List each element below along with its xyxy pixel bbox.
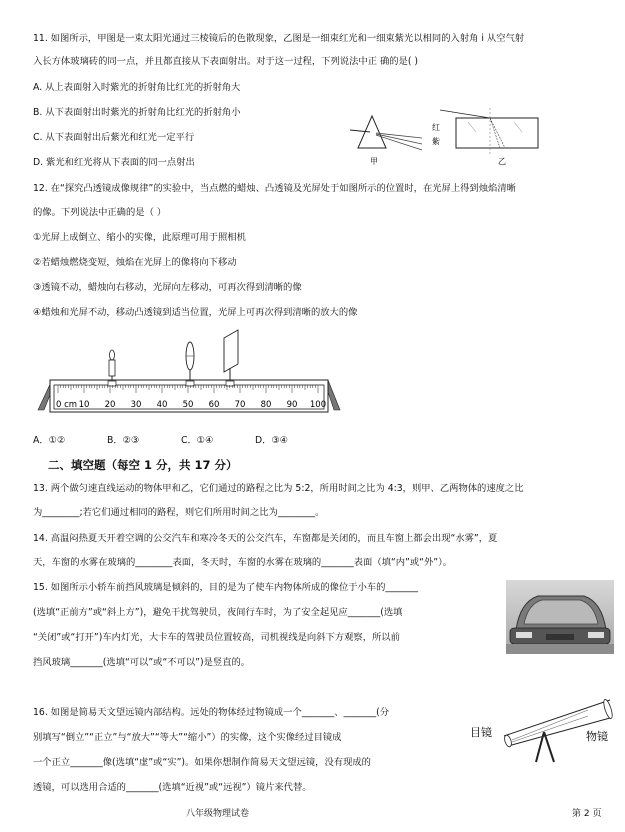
- q12-choice-b[interactable]: B．②③: [107, 435, 140, 446]
- q11-option-d[interactable]: D. 紫光和红光将从下表面的同一点射出: [33, 157, 195, 168]
- label-objective: 物镜: [586, 730, 608, 743]
- fig-label-red: 红: [432, 123, 440, 132]
- q13-stem-line2: 为________;若它们通过相同的路程，则它们所用时间之比为________。: [33, 507, 325, 518]
- ruler-tick-label: 60: [208, 400, 220, 410]
- q13-stem-line1: 13. 两个做匀速直线运动的物体甲和乙，它们通过的路程之比为 5:2，所用时间之比为 4:3，则甲、乙两物体的速度之比: [33, 483, 524, 494]
- q12-choice-d[interactable]: D．③④: [255, 435, 289, 446]
- fig-label-purple: 紫: [432, 137, 440, 146]
- optical-bench-figure: [28, 322, 348, 422]
- label-eyepiece: 目镜: [470, 726, 492, 739]
- q12-choice-a[interactable]: A．①②: [33, 435, 66, 446]
- q11-option-b[interactable]: B. 从下表面射出时紫光的折射角比红光的折射角小: [33, 107, 241, 118]
- fig-label-jia: 甲: [370, 157, 378, 166]
- q12-choice-c[interactable]: C．①④: [181, 435, 214, 446]
- ruler-tick-label: 80: [260, 400, 272, 410]
- q12-stem-line2: 的像。下列说法中正确的是（ ）: [33, 207, 167, 218]
- ruler-tick-label: 30: [130, 400, 142, 410]
- q15-stem-line1: 15. 如图所示小轿车前挡风玻璃是倾斜的，目的是为了使车内物体所成的像位于小车的_______: [33, 582, 418, 593]
- convex-lens: [186, 342, 194, 382]
- light-screen: [224, 330, 238, 382]
- footer-title: 八年级物理试卷: [186, 809, 250, 819]
- q16-stem-line1: 16. 如图是简易天文望远镜内部结构。远处的物体经过物镜成一个_______、_______(分: [33, 707, 390, 718]
- ruler-tick-label: 70: [234, 400, 246, 410]
- q12-item-2: ②若蜡烛燃烧变短，烛焰在光屏上的像将向下移动: [33, 257, 237, 268]
- q16-stem-line3: 一个正立_______像(选填“虚”或“实”)。如果你想制作简易天文望远镜，没有现成的: [33, 757, 371, 768]
- q15-stem-line2: (选填“正前方”或“斜上方”)，避免干扰驾驶员，夜间行车时，为了安全起见应_______(选填: [33, 607, 403, 618]
- q16-stem-line4: 透镜，可以选用合适的_______(选填“近视”或“远视”）镜片来代替。: [33, 782, 312, 793]
- q15-stem-line3: “关闭”或“打开”)车内灯光，大卡车的驾驶员位置较高，司机视线是向斜下方观察，所以前: [33, 632, 400, 643]
- ruler-tick-label: 10: [78, 400, 90, 410]
- q11-stem-line2: 入长方体玻璃砖的同一点，并且都直接从下表面射出。对于这一过程，下列说法中正 确的是( ): [33, 56, 419, 67]
- fig-label-yi: 乙: [498, 157, 506, 166]
- prism-shape: [358, 116, 386, 148]
- ruler-tick-label: 0 cm: [56, 400, 78, 410]
- car-windshield-photo: [506, 580, 614, 654]
- q15-stem-line4: 挡风玻璃_______(选填“可以”或“不可以”)是竖直的。: [33, 657, 251, 668]
- q14-stem-line2: 天，车窗的水雾在玻璃的________表面，冬天时，车窗的水雾在玻璃的_______表面（填“内”或“外”）。: [33, 557, 453, 568]
- footer-page-number: 第 2 页: [572, 809, 602, 819]
- ruler-tick-label: 90: [286, 400, 298, 410]
- section-title: 二、填空题（每空 1 分，共 17 分）: [48, 458, 238, 472]
- ruler-tick-label: 40: [156, 400, 168, 410]
- q11-option-a[interactable]: A. 从上表面射入时紫光的折射角比红光的折射角大: [33, 82, 241, 93]
- ruler-tick-label: 50: [182, 400, 194, 410]
- telescope-figure: [468, 692, 618, 770]
- q16-stem-line2: 别填写“倒立”“正立”与“放大”“等大”“缩小”）的实像，这个实像经过目镜成: [33, 732, 342, 743]
- q11-figure: [350, 108, 590, 174]
- q14-stem-line1: 14. 高温闷热夏天开着空调的公交汽车和寒冷冬天的公交汽车，车窗都是关闭的，而且车窗上都会出现“水雾”，夏: [33, 533, 498, 544]
- q12-item-4: ④蜡烛和光屏不动，移动凸透镜到适当位置，光屏上可再次得到清晰的放大的像: [33, 307, 358, 318]
- candle: [109, 350, 115, 382]
- q11-option-c[interactable]: C. 从下表面射出后紫光和红光一定平行: [33, 132, 195, 143]
- q12-item-1: ①光屏上成倒立、缩小的实像，此原理可用于照相机: [33, 232, 246, 243]
- ruler-tick-label: 100: [309, 400, 327, 410]
- ruler-tick-label: 20: [104, 400, 116, 410]
- q12-item-3: ③透镜不动，蜡烛向右移动，光屏向左移动，可再次得到清晰的像: [33, 282, 302, 293]
- q11-stem-line1: 11. 如图所示，甲图是一束太阳光通过三棱镜后的色散现象，乙图是一细束红光和一细束紫光以相同的入射角 i 从空气射: [33, 33, 525, 44]
- q12-stem-line1: 12. 在“探究凸透镜成像规律”的实验中，当点燃的蜡烛、凸透镜及光屏处于如图所示的位置时，在光屏上得到烛焰清晰: [33, 183, 516, 194]
